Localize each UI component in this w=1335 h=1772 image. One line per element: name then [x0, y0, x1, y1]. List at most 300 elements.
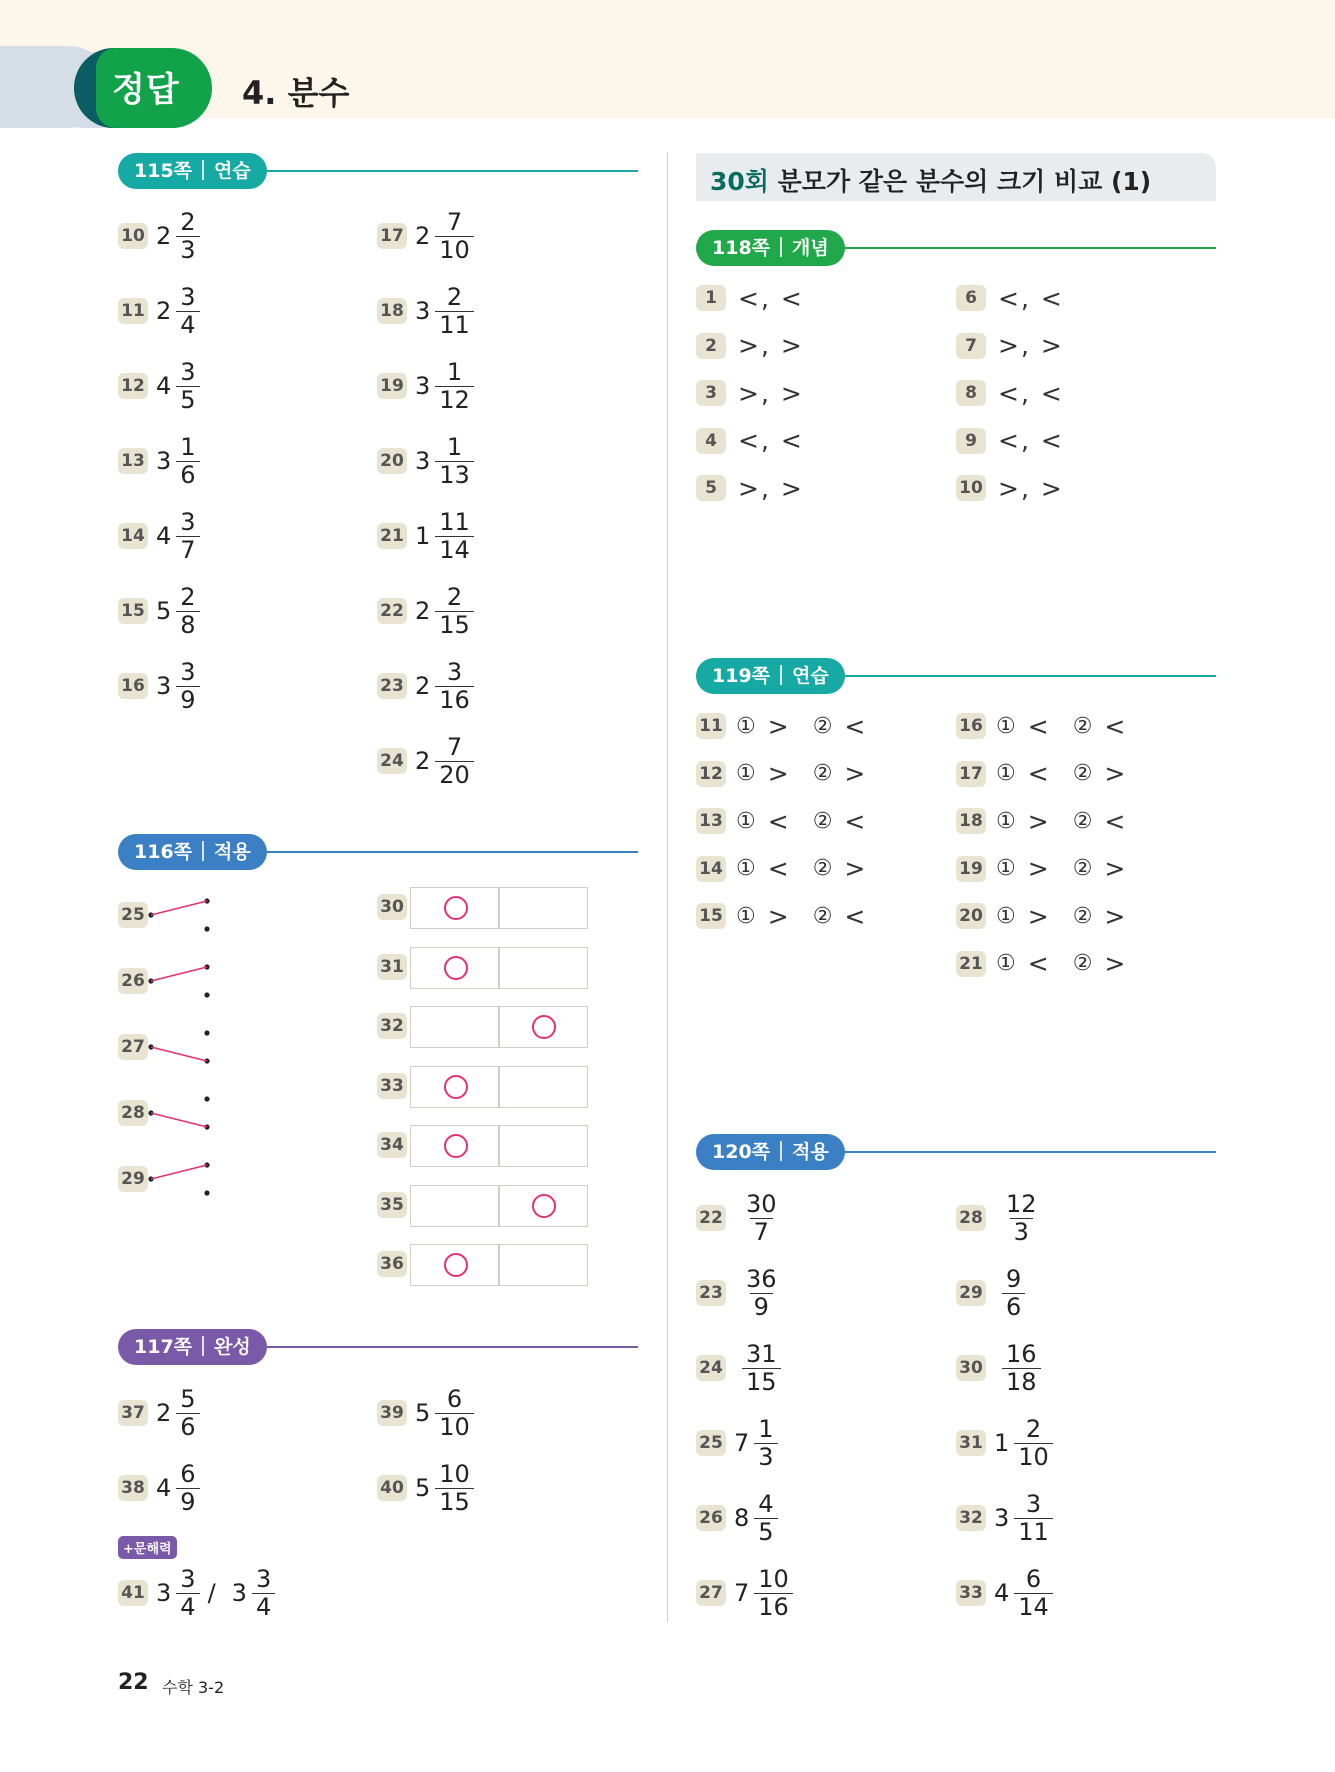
- answer-box: [410, 887, 588, 929]
- numerator: 1: [446, 357, 463, 386]
- section-kind: 적용: [214, 841, 251, 863]
- question-number: 32: [377, 1013, 407, 1039]
- numerator: 31: [746, 1339, 777, 1368]
- denominator: 5: [754, 1518, 777, 1546]
- denominator: 4: [252, 1593, 275, 1621]
- question-number: 11: [696, 713, 726, 739]
- question-number: 8: [956, 380, 986, 406]
- answer-item: [118, 1383, 200, 1443]
- answer-item: [118, 206, 200, 266]
- circled-two: ②: [1072, 808, 1093, 834]
- numerator: 1: [446, 432, 463, 461]
- ox-item: [377, 1115, 407, 1175]
- section-tag: [118, 153, 267, 189]
- ox-item: [377, 1234, 407, 1294]
- denominator: 7: [176, 536, 199, 564]
- denominator: 6: [176, 1413, 199, 1441]
- question-number: 23: [696, 1280, 726, 1306]
- whole-number: 2: [415, 672, 431, 700]
- denominator: 10: [1014, 1443, 1053, 1471]
- denominator: 6: [1002, 1293, 1025, 1321]
- answer-item: [956, 1263, 1025, 1323]
- section-page: 115쪽: [134, 160, 193, 182]
- fraction: [742, 1266, 781, 1321]
- comparison-1: >: [1027, 901, 1049, 931]
- whole-number: 3: [994, 1504, 1010, 1532]
- circled-two: ②: [1072, 761, 1093, 786]
- question-number: 31: [956, 1430, 986, 1456]
- answer-item: [377, 581, 474, 641]
- ox-item: [377, 937, 407, 997]
- numerator: 36: [746, 1264, 777, 1293]
- denominator: 4: [176, 311, 199, 339]
- question-number: 24: [377, 748, 407, 774]
- answer-item: [956, 1488, 1053, 1548]
- answer-item: [956, 1563, 1053, 1623]
- fraction: [754, 1491, 777, 1546]
- question-number: 19: [377, 373, 407, 399]
- whole-number: 4: [994, 1579, 1010, 1607]
- fraction: [435, 584, 474, 639]
- denominator: 9: [176, 1488, 199, 1516]
- numerator: 3: [180, 1564, 196, 1593]
- denominator: 16: [435, 686, 474, 714]
- section-115: [118, 153, 638, 189]
- answer-item: [118, 1458, 200, 1518]
- circle-mark: [444, 1134, 468, 1158]
- whole-number: 3: [156, 1579, 172, 1607]
- whole-number: 2: [156, 1399, 172, 1427]
- section-line: [836, 675, 1216, 677]
- circled-two: ②: [812, 856, 833, 881]
- question-number: 38: [118, 1475, 148, 1501]
- denominator: 15: [435, 611, 474, 639]
- question-number: 15: [118, 598, 148, 624]
- circle-mark: [444, 1253, 468, 1277]
- question-number: 2: [696, 333, 726, 359]
- circle-mark: [532, 1015, 556, 1039]
- section-page: 118쪽: [712, 237, 771, 259]
- denominator: 12: [435, 386, 474, 414]
- fraction: [176, 509, 199, 564]
- ox-item: [377, 877, 407, 937]
- section-kind: 개념: [792, 237, 829, 259]
- question-number: 25: [118, 902, 148, 928]
- section-119: [696, 658, 1216, 694]
- numerator: 2: [446, 282, 463, 311]
- fraction: [176, 1566, 199, 1621]
- section-line: [836, 247, 1216, 249]
- fraction: [435, 1386, 474, 1441]
- comparison-1: <: [1027, 711, 1049, 741]
- numerator: 1: [180, 432, 196, 461]
- box-divider: [498, 1126, 500, 1166]
- denominator: 10: [435, 236, 474, 264]
- circled-two: ②: [1072, 856, 1093, 881]
- denominator: 3: [754, 1443, 777, 1471]
- fraction: [754, 1566, 793, 1621]
- whole-number: 2: [156, 297, 172, 325]
- fraction: [435, 434, 474, 489]
- denominator: 11: [1014, 1518, 1053, 1546]
- comparison-1: >: [1027, 806, 1049, 836]
- fraction: [1014, 1416, 1053, 1471]
- question-number: 19: [956, 856, 986, 882]
- box-divider: [498, 1067, 500, 1107]
- answer-item: [696, 1488, 778, 1548]
- question-number: 18: [377, 298, 407, 324]
- denominator: 14: [435, 536, 474, 564]
- answer-item: [696, 1563, 793, 1623]
- denominator: 15: [435, 1488, 474, 1516]
- section-tag: [696, 230, 845, 266]
- whole-number: 3: [156, 672, 172, 700]
- answer-item: [377, 1383, 474, 1443]
- denominator: 13: [435, 461, 474, 489]
- numerator: 5: [180, 1384, 196, 1413]
- question-number: 7: [956, 333, 986, 359]
- circled-one: ①: [996, 761, 1016, 786]
- comparison-2: >: [1104, 901, 1126, 931]
- circled-one: ①: [736, 808, 756, 834]
- match-line: [151, 901, 207, 915]
- comparison-2: <: [1104, 806, 1126, 836]
- fraction: [1014, 1491, 1053, 1546]
- separator: /: [207, 1579, 216, 1607]
- circle-mark: [444, 1075, 468, 1099]
- denominator: 18: [1002, 1368, 1041, 1396]
- section-kind: 연습: [214, 160, 251, 182]
- comparison-2: <: [844, 901, 866, 931]
- comparison-2: <: [844, 711, 866, 741]
- question-number: 27: [696, 1580, 726, 1606]
- fraction: [435, 209, 474, 264]
- comparison-1: <: [1027, 949, 1049, 978]
- question-number: 23: [377, 673, 407, 699]
- match-line: [151, 967, 207, 981]
- question-number: 35: [377, 1192, 407, 1218]
- lesson-number: 30회: [710, 167, 769, 196]
- denominator: 14: [1014, 1593, 1053, 1621]
- answer-box: [410, 1125, 588, 1167]
- denominator: 7: [750, 1218, 773, 1246]
- comparison-answer: >, >: [738, 473, 804, 503]
- fraction: [742, 1341, 781, 1396]
- denominator: 3: [176, 236, 199, 264]
- question-number: 14: [118, 523, 148, 549]
- answer-item: [377, 206, 474, 266]
- answer-box: [410, 1006, 588, 1048]
- circle-mark: [444, 896, 468, 920]
- answer-badge-label: 정답: [112, 70, 180, 110]
- comparison-answer: <, <: [998, 283, 1064, 313]
- denominator: 10: [435, 1413, 474, 1441]
- lesson-name: 분모가 같은 분수의 크기 비교 (1): [768, 167, 1152, 196]
- denominator: 15: [742, 1368, 781, 1396]
- whole-number: 5: [415, 1474, 431, 1502]
- section-line: [258, 1346, 638, 1348]
- numerator: 2: [180, 582, 196, 611]
- answer-item: [377, 431, 474, 491]
- whole-number: 3: [156, 447, 172, 475]
- comparison-2: >: [844, 854, 866, 883]
- comparison-1: >: [767, 711, 789, 741]
- section-line: [836, 1151, 1216, 1153]
- fraction: [176, 434, 199, 489]
- question-number: 5: [696, 475, 726, 501]
- fraction: [176, 209, 199, 264]
- comparison-2: <: [1104, 711, 1126, 741]
- numerator: 3: [1025, 1489, 1042, 1518]
- comparison-2: >: [1104, 759, 1126, 788]
- circled-one: ①: [736, 856, 756, 881]
- denominator: 11: [435, 311, 474, 339]
- answer-item: [956, 1338, 1041, 1398]
- whole-number: 2: [415, 747, 431, 775]
- numerator: 16: [1006, 1339, 1037, 1368]
- numerator: 10: [758, 1564, 789, 1593]
- answer-item: [956, 1188, 1041, 1248]
- page-subject: 수학 3-2: [162, 1678, 225, 1697]
- whole-number: 5: [415, 1399, 431, 1427]
- whole-number: 3: [415, 372, 431, 400]
- question-number: 40: [377, 1475, 407, 1501]
- fraction: [435, 359, 474, 414]
- whole-number: 3: [231, 1579, 247, 1607]
- answer-item: [696, 1338, 781, 1398]
- comparison-answer: >, >: [998, 331, 1064, 360]
- question-number: 17: [956, 761, 986, 787]
- match-line: [151, 1113, 207, 1127]
- circle-mark: [532, 1194, 556, 1218]
- literacy-badge: +문해력: [118, 1536, 177, 1559]
- answer-item: [118, 431, 200, 491]
- match-dot: [204, 992, 209, 997]
- circled-one: ①: [996, 856, 1016, 881]
- comparison-answer: <, <: [998, 378, 1064, 408]
- question-number: 12: [696, 761, 726, 787]
- numerator: 30: [746, 1189, 777, 1218]
- answer-item: [118, 281, 200, 341]
- section-118: [696, 230, 1216, 266]
- comparison-1: >: [767, 901, 789, 931]
- section-tag: [696, 658, 845, 694]
- fraction: [176, 1461, 199, 1516]
- whole-number: 7: [734, 1429, 750, 1457]
- denominator: 5: [176, 386, 199, 414]
- question-number: 30: [377, 894, 407, 920]
- match-dot: [204, 1096, 209, 1101]
- circled-two: ②: [812, 808, 833, 834]
- fraction: [252, 1566, 275, 1621]
- answer-item: [377, 656, 474, 716]
- whole-number: 2: [156, 222, 172, 250]
- lesson-title: [696, 153, 1216, 201]
- denominator: 9: [750, 1293, 773, 1321]
- answer-item: [377, 281, 474, 341]
- question-number: 24: [696, 1355, 726, 1381]
- question-number: 22: [696, 1205, 726, 1231]
- question-number: 10: [956, 475, 986, 501]
- whole-number: 3: [415, 447, 431, 475]
- circled-one: ①: [736, 903, 756, 929]
- whole-number: 4: [156, 372, 172, 400]
- question-number: 20: [377, 448, 407, 474]
- box-divider: [498, 948, 500, 988]
- answer-item: [956, 1413, 1053, 1473]
- match-dot: [204, 1030, 209, 1035]
- numerator: 3: [446, 657, 463, 686]
- ox-item: [377, 1175, 407, 1235]
- column-divider: [667, 152, 668, 1622]
- numerator: 10: [439, 1459, 470, 1488]
- section-page: 117쪽: [134, 1336, 193, 1358]
- question-number: 26: [118, 968, 148, 994]
- circled-one: ①: [736, 761, 756, 786]
- question-number: 9: [956, 428, 986, 454]
- answer-item: [696, 886, 879, 946]
- comparison-1: <: [1027, 759, 1049, 788]
- fraction: [742, 1191, 781, 1246]
- match-dot: [204, 926, 209, 931]
- ox-item: [377, 996, 407, 1056]
- answer-item: [956, 458, 1064, 518]
- circled-one: ①: [996, 951, 1016, 976]
- whole-number: 4: [156, 1474, 172, 1502]
- fraction: [1014, 1566, 1053, 1621]
- whole-number: 8: [734, 1504, 750, 1532]
- answer-item: [118, 1563, 275, 1623]
- page-number: 22: [118, 1670, 149, 1695]
- numerator: 3: [255, 1564, 272, 1593]
- question-number: 21: [377, 523, 407, 549]
- answer-item: [696, 1263, 781, 1323]
- numerator: 3: [180, 357, 196, 386]
- fraction: [754, 1416, 777, 1471]
- question-number: 41: [118, 1580, 148, 1606]
- circled-one: ①: [996, 713, 1016, 739]
- question-number: 28: [956, 1205, 986, 1231]
- whole-number: 2: [415, 597, 431, 625]
- denominator: 3: [1010, 1218, 1033, 1246]
- fraction: [435, 509, 474, 564]
- answer-box: [410, 947, 588, 989]
- match-dot: [204, 1190, 209, 1195]
- answer-item: [696, 458, 804, 518]
- comparison-answer: >, >: [998, 473, 1064, 503]
- question-number: 20: [956, 903, 986, 929]
- chapter-title: 4. 분수: [242, 74, 350, 112]
- circled-one: ①: [736, 713, 756, 739]
- numerator: 2: [180, 207, 196, 236]
- fraction: [176, 1386, 199, 1441]
- numerator: 6: [180, 1459, 196, 1488]
- numerator: 3: [180, 282, 196, 311]
- question-number: 39: [377, 1400, 407, 1426]
- answer-item: [696, 1413, 778, 1473]
- match-line: [151, 1047, 207, 1061]
- numerator: 7: [446, 732, 463, 761]
- whole-number: 7: [734, 1579, 750, 1607]
- denominator: 20: [435, 761, 474, 789]
- fraction: [176, 284, 199, 339]
- answer-item: [956, 934, 1139, 994]
- circled-two: ②: [1072, 951, 1093, 976]
- whole-number: 4: [156, 522, 172, 550]
- comparison-2: >: [1104, 854, 1126, 883]
- fraction: [176, 584, 199, 639]
- circled-one: ①: [996, 808, 1016, 834]
- question-number: 32: [956, 1505, 986, 1531]
- whole-number: 1: [415, 522, 431, 550]
- question-number: 21: [956, 951, 986, 977]
- question-number: 29: [118, 1166, 148, 1192]
- section-tag: [696, 1134, 845, 1170]
- denominator: 8: [176, 611, 199, 639]
- box-divider: [498, 888, 500, 928]
- question-number: 10: [118, 223, 148, 249]
- question-number: 13: [118, 448, 148, 474]
- answer-box: [410, 1185, 588, 1227]
- section-116: [118, 834, 638, 870]
- answer-item: [118, 656, 200, 716]
- comparison-answer: >, >: [738, 331, 804, 360]
- question-number: 4: [696, 428, 726, 454]
- ox-item: [377, 1056, 407, 1116]
- section-line: [258, 851, 638, 853]
- question-number: 31: [377, 954, 407, 980]
- question-number: 1: [696, 285, 726, 311]
- question-number: 27: [118, 1034, 148, 1060]
- answer-item: [696, 1188, 781, 1248]
- question-number: 3: [696, 380, 726, 406]
- section-line: [258, 170, 638, 172]
- question-number: 30: [956, 1355, 986, 1381]
- fraction: [435, 284, 474, 339]
- fraction: [435, 1461, 474, 1516]
- circled-two: ②: [812, 903, 833, 929]
- question-number: 15: [696, 903, 726, 929]
- fraction: [176, 659, 199, 714]
- denominator: 9: [176, 686, 199, 714]
- question-number: 26: [696, 1505, 726, 1531]
- circled-two: ②: [1072, 903, 1093, 929]
- match-line: [151, 1165, 207, 1179]
- section-page: 120쪽: [712, 1141, 771, 1163]
- question-number: 16: [956, 713, 986, 739]
- question-number: 17: [377, 223, 407, 249]
- denominator: 4: [176, 1593, 199, 1621]
- numerator: 1: [758, 1414, 774, 1443]
- numerator: 7: [446, 207, 463, 236]
- answer-box: [410, 1244, 588, 1286]
- fraction: [1002, 1191, 1041, 1246]
- section-page: 116쪽: [134, 841, 193, 863]
- comparison-answer: <, <: [738, 426, 804, 455]
- circled-one: ①: [996, 903, 1016, 929]
- whole-number: 3: [415, 297, 431, 325]
- answer-box: [410, 1066, 588, 1108]
- answer-item: [377, 356, 474, 416]
- comparison-1: >: [767, 759, 789, 788]
- numerator: 9: [1006, 1264, 1022, 1293]
- numerator: 2: [446, 582, 463, 611]
- fraction: [435, 659, 474, 714]
- comparison-2: >: [1104, 949, 1126, 978]
- comparison-2: <: [844, 806, 866, 836]
- section-kind: 완성: [214, 1336, 251, 1358]
- fraction: [1002, 1341, 1041, 1396]
